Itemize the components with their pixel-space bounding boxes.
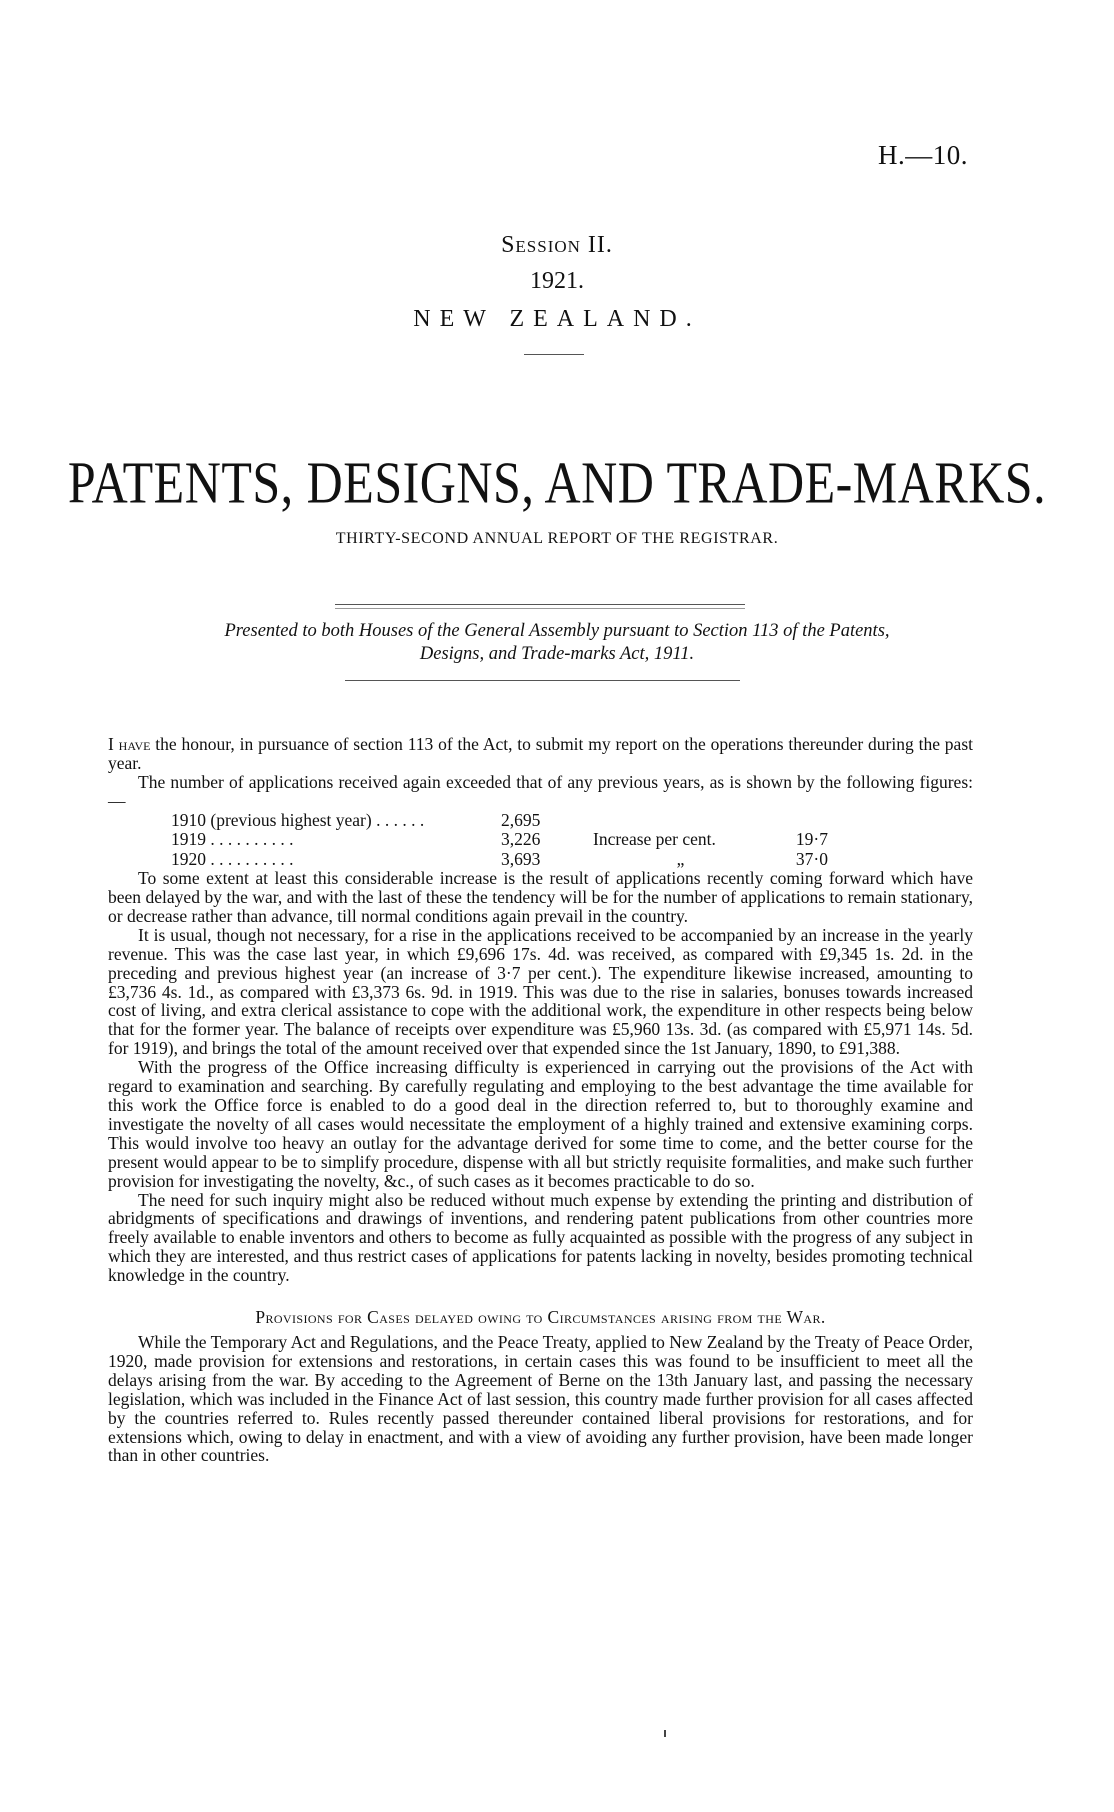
paragraph-revenue: It is usual, though not necessary, for a rise in the applications received to be accompanied by an increase in the yearly revenue. This was the case last year, in which £9,696 17s. 4d. was received, as compared with £9,345 1s. 2d. in the preceding and previous highest year (an increase of 3·7 per cent.). The expenditure likewise increased, amounting to £3,736 4s. 1d., as compared with £3,373 6s. 9d. in 1919. This was due to the rise in salaries, bonuses towards increased cost of living, and extra clerical assistance to cope with the additional work, the expenditure in other respects being below that for the former year. The balance of receipts over expenditure was £5,960 13s. 3d. (as compared with £5,971 14s. 5d. for 1919), and brings the total of the amount received over that expended since the 1st January, 1890, to £91,388. <box>108 924 973 1059</box>
row-percent: 37·0 <box>795 848 828 869</box>
applications-table <box>171 811 828 870</box>
row-count: 2,695 <box>501 809 541 830</box>
paragraph-war-provisions: While the Temporary Act and Regulations, and the Peace Treaty, applied to New Zealand by the Treaty of Peace Order, 1920, made provision for extensions and restorations, in certain cases this was found to be insufficient to meet all the delays arising from the war. By acceding to the Agreement of Berne on the 13th January last, and passing the necessary legislation, which was included in the Finance Act of last session, this country made further provision for all cases affected by the countries referred to. Rules recently passed thereunder contained liberal provisions for restorations, and for extensions which, owing to delay in enactment, and with a view of avoiding any further provision, have been made longer than in other countries. <box>108 1331 973 1466</box>
paragraph-abridgments: The need for such inquiry might also be reduced without much expense by extending the printing and distribution of abridgments of specifications and drawings of inventions, and rendering patent publications from other countries more freely available to enable inventors and others to become as fully acquainted as possible with the progress of any subject in which they are interested, and thus restrict cases of applications for patents lacking in novelty, besides promoting technical knowledge in the country. <box>108 1189 973 1286</box>
presentation-line-1: Presented to both Houses of the General Assembly pursuant to Section 113 of the Patents, <box>224 621 890 641</box>
row-year: 1910 (previous highest year) . . . . . . <box>171 809 425 830</box>
paragraph-applications: The number of applications received again exceeded that of any previous years, as is shown by the following figures:— <box>108 771 973 811</box>
session-label: Session II. <box>501 232 613 258</box>
country-label: NEW ZEALAND. <box>413 306 701 332</box>
short-divider <box>524 354 584 355</box>
divider-top <box>335 604 745 605</box>
document-title: PATENTS, DESIGNS, AND TRADE-MARKS. <box>67 449 1047 516</box>
row-count: 3,693 <box>501 848 541 869</box>
paragraph-intro <box>108 735 973 773</box>
table-row <box>171 811 828 831</box>
row-percent: 19·7 <box>795 829 828 850</box>
divider-top-double <box>335 608 745 609</box>
presentation-line-2: Designs, and Trade-marks Act, 1911. <box>419 644 695 664</box>
paragraph-increase-cause: To some extent at least this considerable increase is the result of applications recently coming forward which have been delayed by the war, and with the last of these the tendency will be for the number of applications to remain stationary, or decrease rather than advance, till normal conditions again prevail in the country. <box>108 868 973 926</box>
row-year: 1919 . . . . . . . . . . <box>171 829 294 850</box>
table-row <box>171 830 828 850</box>
intro-rest: the honour, in pursuance of section 113 of the Act, to submit my report on the operations thereunder during the past year. <box>108 734 973 773</box>
section-heading-war-provisions: Provisions for Cases delayed owing to Circumstances arising from the War. <box>255 1307 826 1328</box>
page-reference: H.—10. <box>878 140 968 170</box>
paragraph-examination: With the progress of the Office increasing difficulty is experienced in carrying out the provisions of the Act with regard to examination and searching. By carefully regulating and employing to the best advantage the time available for this work the Office force is enabled to do a good deal in the direction referred to, but to thoroughly examine and investigate the novelty of all cases would necessitate the employment of a highly trained and extensive examining corps. This would involve too heavy an outlay for the advantage derived for some time to come, and the better course for the present would appear to be to simplify procedure, dispense with all but strictly requisite formalities, and make such further provision for investigating the novelty, &c., of such cases as it becomes practicable to do so. <box>108 1057 973 1191</box>
presentation-note <box>140 620 974 666</box>
intro-lead: I have <box>108 734 151 754</box>
document-subtitle: THIRTY-SECOND ANNUAL REPORT OF THE REGISTRAR. <box>335 530 779 547</box>
divider-bottom <box>345 680 740 681</box>
year-label: 1921. <box>530 268 584 294</box>
row-note: Increase per cent. <box>593 829 716 850</box>
row-note <box>593 811 768 831</box>
table-row <box>171 850 828 870</box>
report-body <box>108 735 973 1465</box>
row-year: 1920 . . . . . . . . . . <box>171 848 294 869</box>
row-percent <box>768 811 828 831</box>
printer-mark <box>664 1730 666 1737</box>
row-count: 3,226 <box>501 829 541 850</box>
row-note: „ <box>676 848 685 869</box>
